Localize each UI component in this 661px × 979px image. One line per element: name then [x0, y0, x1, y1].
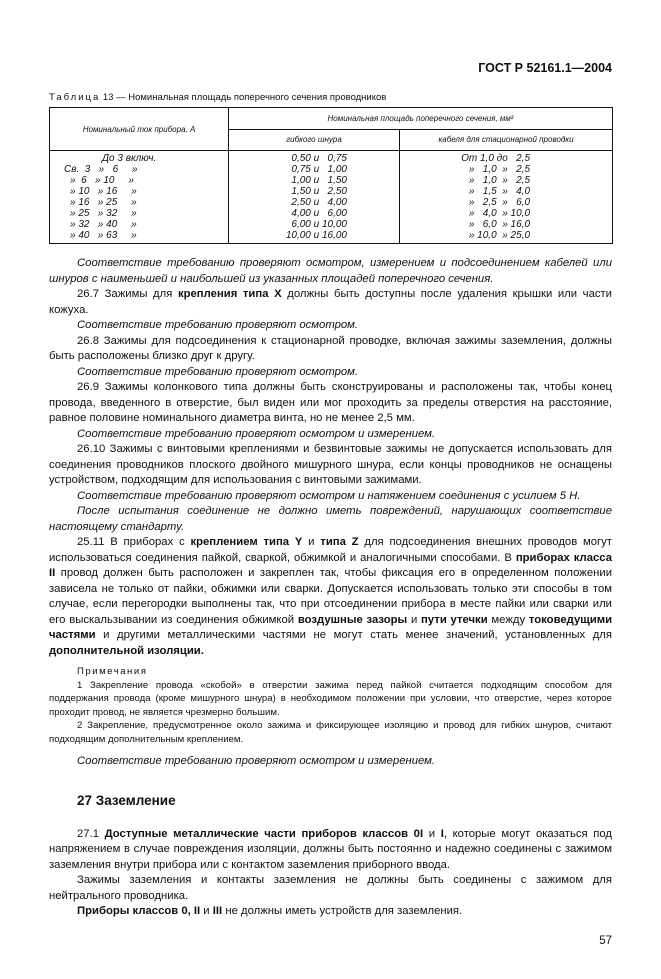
note-1: 1 Закрепление провода «скобой» в отверстии зажима перед пайкой считается подходящим способом для поддержания провода (кроме мишурного шнура) в необходимом положении при условии, что отверстие, через которое проходит провод, не является чрезмерно большим.	[49, 679, 612, 718]
term: I	[440, 827, 444, 840]
table-cell: » 6,0 » 16,0	[468, 219, 531, 230]
text: и	[423, 827, 441, 840]
text: и	[200, 905, 213, 917]
paragraph: Соответствие требованию проверяют осмотром, измерением и подсоединением кабелей или шнуров с наименьшей и наибольшей из указанных площадей поперечного сечения.	[49, 257, 612, 285]
page-number: 57	[599, 934, 612, 947]
col-header-fixed-cable: кабеля для стационарной проводки	[400, 129, 613, 151]
paragraph: Соответствие требованию проверяют осмотром.	[77, 365, 359, 378]
text: провод должен быть расположен и закреплен так, чтобы фиксация его в определенном положении зависела не только от пайки, обжимки или сварки. Допускается использовать только эти способы в том случае, если перегородки выполнены так, что при отсоединении прибора в месте пайки или сварки или его выскальзывании из соединения обжимкой	[49, 567, 612, 626]
col-header-flexible-cord: гибкого шнура	[229, 129, 400, 151]
text: 26.7 Зажимы для	[77, 288, 178, 300]
table-cell: 10,00 и 16,00	[285, 230, 347, 241]
term: приборах класса II	[49, 551, 612, 579]
section-heading: 27 Заземление	[77, 792, 176, 808]
paragraph-25-11	[49, 535, 612, 659]
text: и	[302, 536, 321, 548]
paragraph-27-1	[49, 827, 612, 874]
table-cell: » 4,0 » 10,0	[468, 208, 531, 219]
text: 25.11 В приборах с	[77, 536, 191, 548]
term: дополнительной изоляции.	[49, 644, 204, 657]
text: и	[407, 613, 422, 626]
table-caption-text: 13 — Номинальная площадь поперечного сечения проводников	[100, 92, 387, 103]
table-cell: » 40 » 63 »	[70, 230, 137, 241]
note-2: 2 Закрепление, предусмотренное около зажима и фиксирующее изоляцию и провод для гибких шнуров, считают подходящим дополнительным креплением.	[49, 720, 612, 745]
col-header-group: Номинальная площадь поперечного сечения, мм²	[229, 108, 613, 130]
text: для подсоединения внешних проводов могут использоваться соединения пайкой, сваркой, обжимкой и аналогичными способами. В	[49, 536, 612, 564]
table-cell: » 10 » 16 »	[70, 186, 137, 197]
term: типа Z	[320, 536, 359, 548]
term: токоведущими частями	[49, 613, 613, 641]
paragraph	[49, 904, 612, 920]
table-cell: Св. 3 » 6 »	[64, 164, 138, 175]
paragraph-26-9: 26.9 Зажимы колонкового типа должны быть сконструированы и расположены так, чтобы конец провода, введенного в отверстие, был виден или мог проходить за пределы отверстия на расстояние, равное половине номинального диаметра винта, но не менее 2,5 мм.	[49, 381, 612, 424]
table-cell: 6,00 и 10,00	[291, 219, 347, 230]
document-id: ГОСТ Р 52161.1—2004	[478, 61, 612, 75]
table-cell: От 1,0 до 2,5	[461, 153, 531, 164]
table-cell: До 3 включ.	[102, 153, 157, 164]
paragraph: Соответствие требованию проверяют осмотром и измерением.	[77, 755, 436, 767]
paragraph: Соответствие требованию проверяют осмотром и натяжением соединения с усилием 5 Н.	[77, 489, 581, 502]
paragraph: Соответствие требованию проверяют осмотром.	[77, 319, 359, 331]
table-cell: » 1,0 » 2,5	[468, 175, 531, 186]
table-cell: » 1,0 » 2,5	[468, 164, 531, 175]
text: и другими металлическими частями не могут стать менее значений, установленных для	[95, 629, 612, 641]
paragraph-26-8: 26.8 Зажимы для подсоединения к стационарной проводке, включая зажимы заземления, должны быть расположены близко друг к другу.	[49, 334, 612, 362]
table-cell: 4,00 и 6,00	[291, 208, 347, 219]
text: между	[487, 613, 529, 626]
term: III	[212, 905, 223, 917]
notes-title: Примечания	[77, 666, 148, 677]
table-cell: 1,00 и 1,50	[291, 175, 347, 186]
table-cell: » 32 » 40 »	[70, 219, 137, 230]
paragraph-26-10: 26.10 Зажимы с винтовыми креплениями и безвинтовые зажимы не допускается использовать для соединения проводников плоского двойного мишурного шнура, если концы проводников не оснащены устройством, подходящим для использования с винтовыми зажимами.	[49, 443, 612, 486]
body-text	[49, 256, 612, 770]
paragraph: После испытания соединение не должно иметь повреждений, нарушающих соответствие настоящему стандарту.	[49, 505, 612, 533]
conductor-area-table	[49, 107, 613, 244]
table-caption-label: Таблица	[49, 92, 101, 103]
section-27-text	[49, 827, 612, 920]
term: пути утечки	[421, 613, 488, 626]
col-header-current: Номинальный ток прибора, А	[50, 108, 229, 151]
text: , которые могут оказаться под напряжением в случае повреждения изоляции, должны быть постоянно и надежно соединены с зажимом заземления внутри прибора или с контактом заземления приборного ввода.	[49, 827, 613, 871]
paragraph: Зажимы заземления и контакты заземления не должны быть соединены с зажимом для нейтрального проводника.	[49, 874, 612, 902]
term: Приборы классов 0, II	[77, 905, 201, 917]
table-cell: » 25 » 32 »	[70, 208, 137, 219]
text: не должны иметь устройств для заземления.	[222, 905, 463, 917]
term: Доступные металлические части приборов классов 0I	[104, 827, 424, 840]
table-cell: 2,50 и 4,00	[291, 197, 347, 208]
table-cell: » 6 » 10 »	[70, 175, 134, 186]
table-cell: 1,50 и 2,50	[291, 186, 347, 197]
table-cell: » 16 » 25 »	[70, 197, 137, 208]
table-caption	[49, 92, 612, 104]
paragraph-26-7	[49, 287, 612, 318]
term: креплением типа Y	[190, 536, 303, 548]
paragraph: Соответствие требованию проверяют осмотром и измерением.	[77, 427, 436, 440]
term: воздушные зазоры	[297, 613, 408, 626]
term: крепления типа X	[177, 288, 282, 300]
table-cell: 0,50 и 0,75	[291, 153, 347, 164]
text: 27.1	[77, 827, 105, 840]
table-cell: 0,75 и 1,00	[291, 164, 347, 175]
table-cell: » 10,0 » 25,0	[468, 230, 531, 241]
table-cell: » 2,5 » 6,0	[468, 197, 531, 208]
text: должны быть доступны после удаления крышки или части кожуха.	[49, 288, 612, 316]
table-cell: » 1,5 » 4,0	[468, 186, 531, 197]
